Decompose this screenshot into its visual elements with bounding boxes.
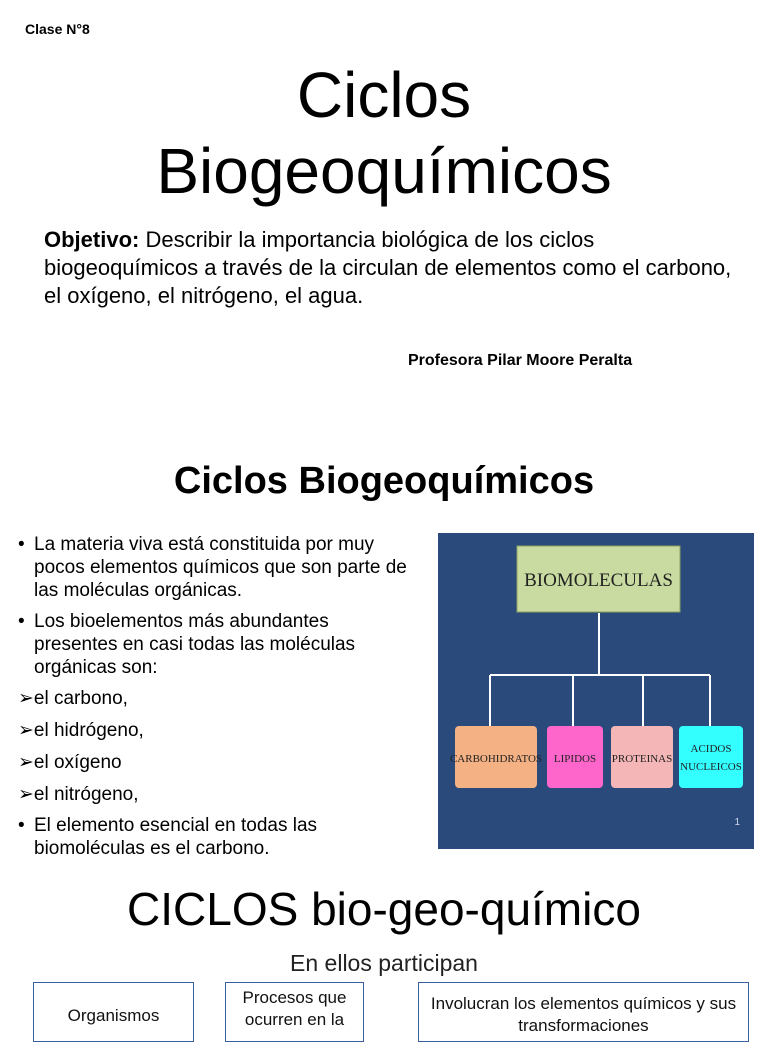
element-item xyxy=(18,751,122,774)
arrow-bullet-icon: ➢ xyxy=(18,688,34,709)
objective-text: Describir la importancia biológica de los ciclos biogeoquímicos a través de la circulan de elementos como el carbono, el oxígeno, el nitrógeno, el agua. xyxy=(44,227,732,308)
diagram-page-number: 1 xyxy=(734,817,740,828)
biomolecules-diagram xyxy=(438,533,754,849)
arrow-bullet-icon: ➢ xyxy=(18,752,34,773)
element-text: el oxígeno xyxy=(33,752,122,773)
slide2-title: Ciclos Biogeoquímicos xyxy=(173,460,595,502)
element-item xyxy=(18,719,144,742)
concept-box-processes: Procesos que ocurren en la xyxy=(225,982,364,1042)
title-line-2: Biogeoquímicos xyxy=(156,135,612,207)
bullet-marker: • xyxy=(18,534,25,555)
objective-paragraph xyxy=(44,226,734,310)
child-node-label: PROTEINAS xyxy=(611,753,673,765)
element-text: el carbono, xyxy=(33,688,128,709)
arrow-bullet-icon: ➢ xyxy=(18,720,34,741)
root-node-label: BIOMOLECULAS xyxy=(524,570,673,591)
slide1-title xyxy=(0,57,768,209)
child-node-label-line1: ACIDOS xyxy=(690,743,732,755)
concept-box-organisms: Organismos xyxy=(33,982,194,1042)
child-node-label: LIPIDOS xyxy=(553,753,597,765)
bullet-text: El elemento esencial en todas las biomoléculas es el carbono. xyxy=(34,815,318,859)
bullet-item xyxy=(18,610,410,679)
child-node-box xyxy=(679,726,743,788)
class-number-label: Clase N°8 xyxy=(25,21,90,37)
element-item xyxy=(18,687,128,710)
title-line-1: Ciclos xyxy=(296,59,472,131)
element-text: el nitrógeno, xyxy=(33,784,139,805)
objective-label: Objetivo: xyxy=(44,227,140,252)
element-text: el hidrógeno, xyxy=(33,720,144,741)
diagram-svg xyxy=(438,533,754,849)
child-node-label-line2: NUCLEICOS xyxy=(680,761,742,773)
bullet-marker: • xyxy=(18,815,25,836)
child-node-label: CARBOHIDRATOS xyxy=(449,753,543,765)
slide3-title: CICLOS bio-geo-químico xyxy=(127,883,641,935)
bullet-text: La materia viva está constituida por muy pocos elementos químicos que son parte de las moléculas orgánicas. xyxy=(34,534,407,601)
bullet-item xyxy=(18,533,408,602)
element-item xyxy=(18,783,139,806)
concept-box-elements: Involucran los elementos químicos y sus transformaciones xyxy=(418,982,749,1042)
arrow-bullet-icon: ➢ xyxy=(18,784,34,805)
slide3-subtitle: En ellos participan xyxy=(290,950,478,976)
teacher-name: Profesora Pilar Moore Peralta xyxy=(408,352,633,369)
bullet-marker: • xyxy=(18,611,25,632)
bullet-text: Los bioelementos más abundantes presentes en casi todas las moléculas orgánicas son: xyxy=(34,611,356,678)
bullet-item xyxy=(18,814,408,860)
